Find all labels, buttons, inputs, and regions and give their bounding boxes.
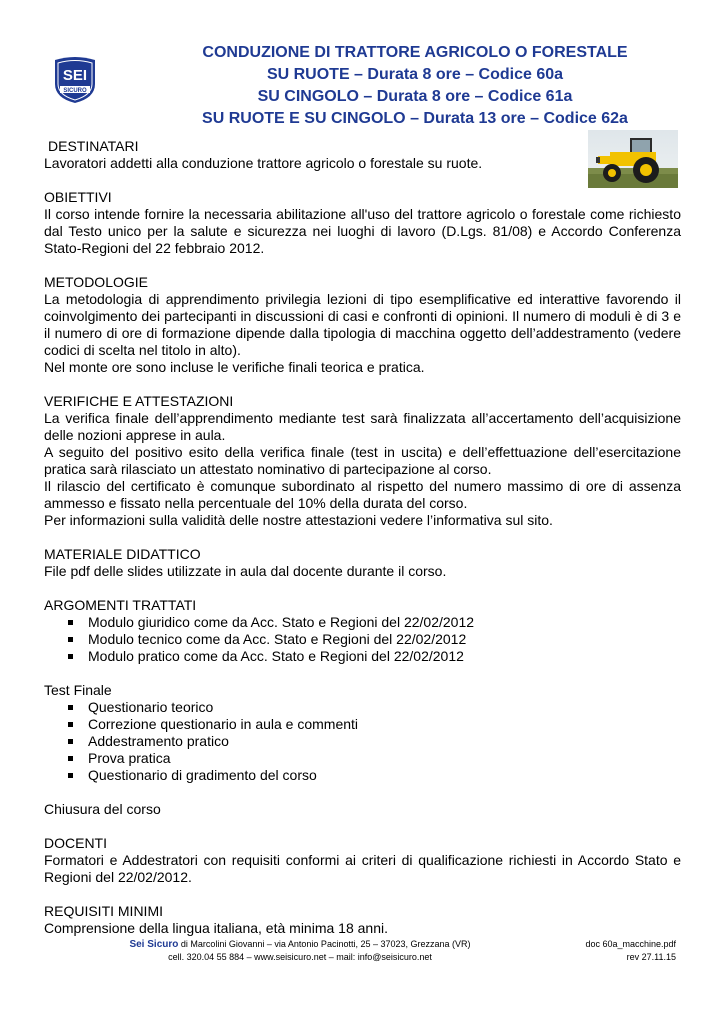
section-requisiti <box>44 903 681 937</box>
text-obiettivi: Il corso intende fornire la necessaria abilitazione all'uso del trattore agricolo o forestale come richiesto dal Testo unico per la salute e sicurezza nei luoghi di lavoro (D.Lgs. 81/08) e Accordo Conferenza Stato-Regioni del 22 febbraio 2012. <box>44 206 681 256</box>
text-verifiche-2: A seguito del positivo esito della verifica finale (test in uscita) e dell’effettuazione dell’esercitazione pratica sarà rilasciato un attestato nominativo di partecipazione al corso. <box>44 444 681 477</box>
list-item: Prova pratica <box>68 750 681 767</box>
test-finale-list <box>44 699 681 784</box>
section-test-finale <box>44 682 681 784</box>
bullet-icon <box>68 654 73 659</box>
svg-text:SICURO: SICURO <box>63 88 87 94</box>
text-verifiche-1: La verifica finale dell’apprendimento mediante test sarà finalizzata all’accertamento dell’acquisizione delle nozioni apprese in aula. <box>44 410 681 443</box>
footer-revision: rev 27.11.15 <box>626 952 676 962</box>
heading-materiale: MATERIALE DIDATTICO <box>44 546 201 562</box>
heading-metodologie: METODOLOGIE <box>44 274 148 290</box>
footer-doc-info <box>540 938 676 964</box>
list-item: Addestramento pratico <box>68 733 681 750</box>
footer-brand: Sei Sicuro <box>129 939 179 950</box>
bullet-icon <box>68 756 73 761</box>
section-metodologie <box>44 274 681 376</box>
text-metodologie-2: Nel monte ore sono incluse le verifiche finali teorica e pratica. <box>44 359 425 375</box>
bullet-icon <box>68 739 73 744</box>
heading-docenti: DOCENTI <box>44 835 107 851</box>
svg-text:SEI: SEI <box>62 67 88 84</box>
bullet-icon <box>68 722 73 727</box>
section-argomenti <box>44 597 681 665</box>
section-materiale <box>44 546 681 580</box>
footer-doc-name: doc 60a_macchine.pdf <box>585 939 676 949</box>
bullet-icon <box>68 705 73 710</box>
section-destinatari <box>44 138 681 172</box>
section-verifiche <box>44 393 681 529</box>
title-line-2: SU RUOTE – Durata 8 ore – Codice 60a <box>266 66 564 83</box>
heading-destinatari: DESTINATARI <box>48 138 139 154</box>
text-docenti: Formatori e Addestratori con requisiti conformi ai criteri di qualificazione richiesti in Accordo Stato e Regioni del 22/02/2012. <box>44 852 681 885</box>
footer-contacts <box>100 938 500 964</box>
heading-test-finale: Test Finale <box>44 682 112 698</box>
footer-address: di Marcolini Giovanni – via Antonio Pacinotti, 25 – 37023, Grezzana (VR) <box>178 939 471 949</box>
section-chiusura <box>44 801 681 818</box>
heading-requisiti: REQUISITI MINIMI <box>44 903 163 919</box>
title-line-1: CONDUZIONE DI TRATTORE AGRICOLO O FORESTALE <box>202 44 628 61</box>
list-item: Questionario teorico <box>68 699 681 716</box>
list-item: Modulo tecnico come da Acc. Stato e Regioni del 22/02/2012 <box>68 631 681 648</box>
text-materiale: File pdf delle slides utilizzate in aula dal docente durante il corso. <box>44 563 447 579</box>
sei-sicuro-logo <box>52 56 98 104</box>
list-item: Modulo giuridico come da Acc. Stato e Regioni del 22/02/2012 <box>68 614 681 631</box>
section-docenti <box>44 835 681 886</box>
document-title <box>150 42 680 130</box>
title-line-3: SU CINGOLO – Durata 8 ore – Codice 61a <box>257 88 573 105</box>
bullet-icon <box>68 620 73 625</box>
heading-obiettivi: OBIETTIVI <box>44 189 112 205</box>
title-line-4: SU RUOTE E SU CINGOLO – Durata 13 ore – Codice 62a <box>202 110 628 127</box>
text-destinatari: Lavoratori addetti alla conduzione trattore agricolo o forestale su ruote. <box>44 155 483 171</box>
bullet-icon <box>68 773 73 778</box>
heading-verifiche: VERIFICHE E ATTESTAZIONI <box>44 393 234 409</box>
text-chiusura: Chiusura del corso <box>44 801 161 817</box>
argomenti-list <box>44 614 681 665</box>
text-requisiti: Comprensione della lingua italiana, età minima 18 anni. <box>44 920 388 936</box>
text-verifiche-4: Per informazioni sulla validità delle nostre attestazioni vedere l’informativa sul sito. <box>44 512 553 528</box>
heading-argomenti: ARGOMENTI TRATTATI <box>44 597 197 613</box>
text-metodologie-1: La metodologia di apprendimento privilegia lezioni di tipo esemplificative ed interattive favorendo il coinvolgimento dei partecipanti in discussioni di casi e confronti di opinioni. Il numero di moduli è di 3 e il numero di ore di formazione dipende dalla tipologia di macchina oggetto dell’addestramento (vedere codici di scelta nel titolo in alto). <box>44 291 681 358</box>
list-item: Correzione questionario in aula e commenti <box>68 716 681 733</box>
bullet-icon <box>68 637 73 642</box>
list-item: Questionario di gradimento del corso <box>68 767 681 784</box>
list-item: Modulo pratico come da Acc. Stato e Regioni del 22/02/2012 <box>68 648 681 665</box>
text-verifiche-3: Il rilascio del certificato è comunque subordinato al rispetto del numero massimo di ore di assenza ammesso e fissato nella percentuale del 10% della durata del corso. <box>44 478 681 511</box>
footer-phone-web-mail: cell. 320.04 55 884 – www.seisicuro.net – mail: info@seisicuro.net <box>168 952 432 962</box>
section-obiettivi <box>44 189 681 257</box>
document-body <box>44 138 681 954</box>
